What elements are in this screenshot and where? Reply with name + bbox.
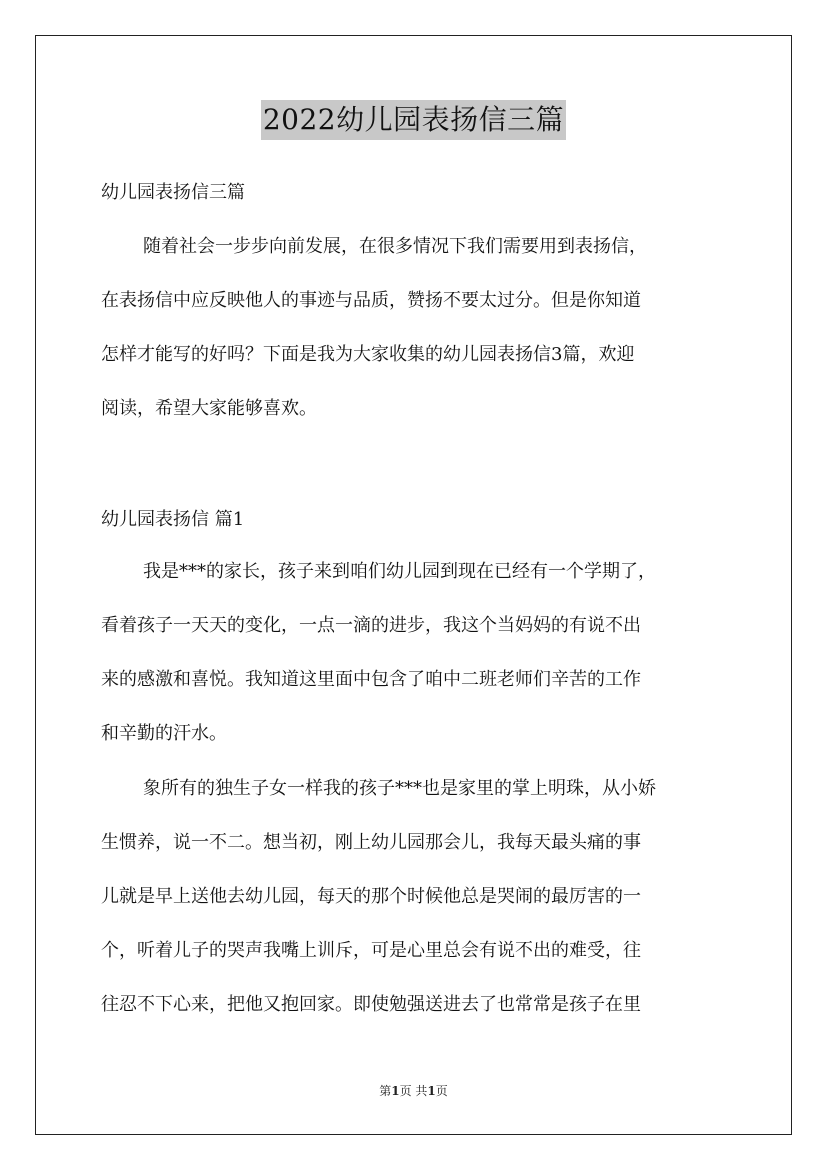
body-paragraph-2 <box>101 762 727 1032</box>
paragraph-line: 象所有的独生子女一样我的孩子***也是家里的掌上明珠，从小娇 <box>143 778 656 799</box>
paragraph-line: 来的感激和喜悦。我知道这里面中包含了咱中二班老师们辛苦的工作 <box>101 669 641 690</box>
page-label-suffix: 页 <box>435 1084 448 1098</box>
paragraph-line: 生惯养，说一不二。想当初，刚上幼儿园那会儿，我每天最头痛的事 <box>101 832 641 853</box>
page-label-prefix: 第 <box>379 1084 392 1098</box>
paragraph-line: 看着孩子一天天的变化，一点一滴的进步，我这个当妈妈的有说不出 <box>101 615 641 636</box>
section-heading: 幼儿园表扬信 篇1 <box>101 509 245 530</box>
intro-line: 阅读，希望大家能够喜欢。 <box>101 398 317 419</box>
current-page-number: 1 <box>391 1084 400 1098</box>
intro-line: 在表扬信中应反映他人的事迹与品质，赞扬不要太过分。但是你知道 <box>101 290 641 311</box>
page-label-mid: 页 共 <box>399 1084 428 1098</box>
paragraph-line: 个，听着儿子的哭声我嘴上训斥，可是心里总会有说不出的难受，往 <box>101 940 641 961</box>
paragraph-line: 往忍不下心来，把他又抱回家。即使勉强送进去了也常常是孩子在里 <box>101 994 641 1015</box>
total-page-number: 1 <box>427 1084 436 1098</box>
title-container <box>0 100 827 140</box>
body-paragraph-1 <box>101 545 727 761</box>
document-subtitle: 幼儿园表扬信三篇 <box>101 182 245 203</box>
document-title: 2022幼儿园表扬信三篇 <box>261 100 566 140</box>
intro-paragraph <box>101 220 727 436</box>
intro-line: 怎样才能写的好吗？下面是我为大家收集的幼儿园表扬信3篇，欢迎 <box>101 344 635 365</box>
paragraph-line: 我是***的家长，孩子来到咱们幼儿园到现在已经有一个学期了， <box>143 561 656 582</box>
paragraph-line: 和辛勤的汗水。 <box>101 723 227 744</box>
page-footer <box>0 1082 827 1100</box>
paragraph-line: 儿就是早上送他去幼儿园，每天的那个时候他总是哭闹的最厉害的一 <box>101 886 641 907</box>
intro-line: 随着社会一步步向前发展，在很多情况下我们需要用到表扬信， <box>143 236 647 257</box>
